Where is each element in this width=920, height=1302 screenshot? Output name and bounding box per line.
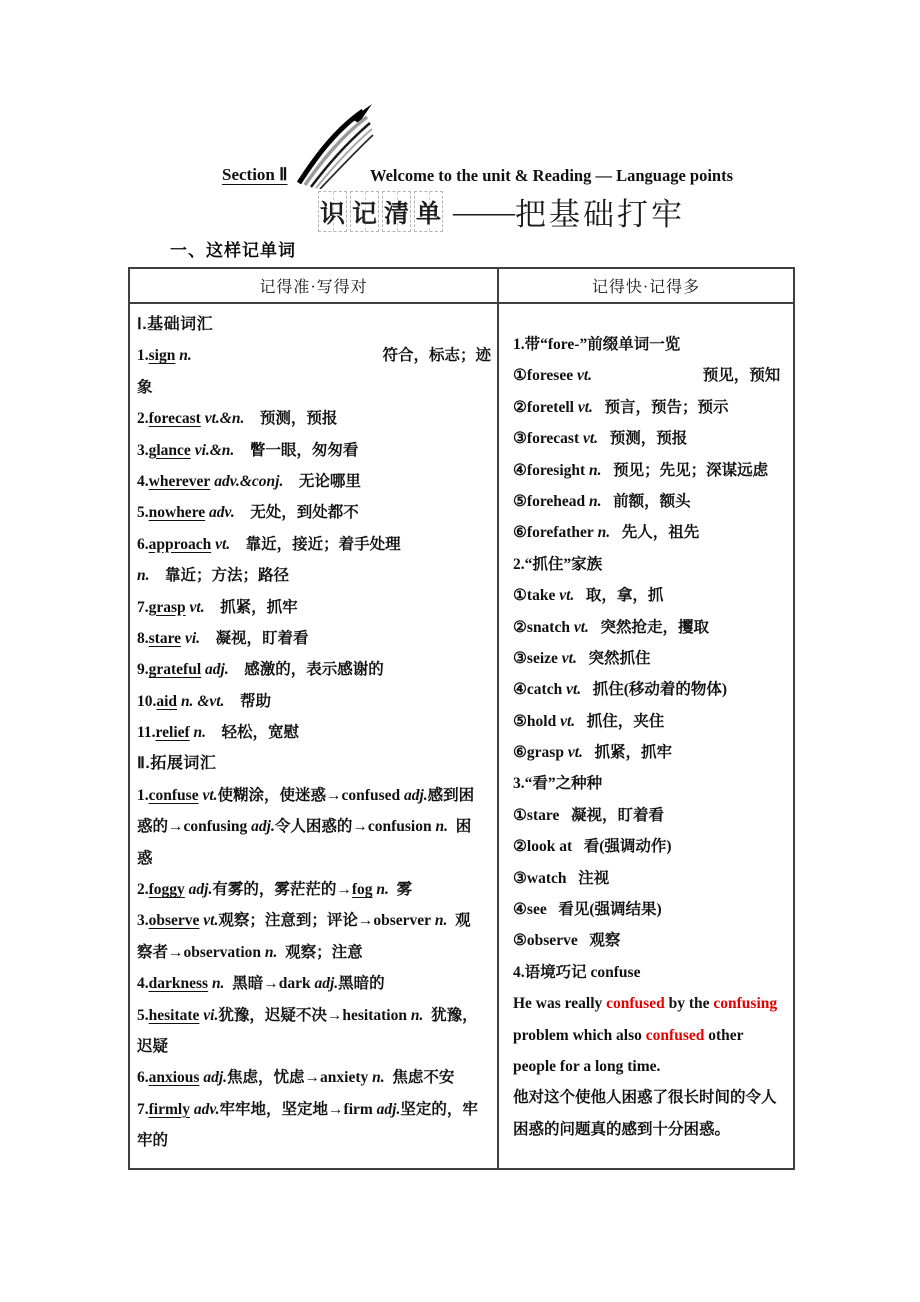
vocab-line — [513, 768, 788, 799]
text-segment: 凝视，盯着看 — [559, 806, 664, 824]
text-segment: firmly — [148, 1100, 190, 1118]
text-segment: 靠近；方法；路径 — [149, 567, 290, 585]
text-segment: adj. — [376, 1100, 401, 1118]
text-segment: darkness — [148, 975, 209, 993]
text-segment: 犹豫， — [423, 1006, 478, 1024]
text-segment: &vt. — [197, 692, 225, 710]
text-segment: → — [263, 975, 279, 993]
vocab-line — [513, 549, 788, 580]
text-segment: 牢牢地，坚定地 — [219, 1100, 329, 1118]
text-segment: 有雾的，雾茫茫的 — [212, 881, 337, 899]
text-segment: 4. — [513, 963, 525, 981]
text-segment: 帮助 — [224, 692, 271, 710]
text-segment: 凝视，盯着看 — [200, 629, 309, 647]
text-segment: 轻松，宽慰 — [206, 724, 300, 742]
vocab-line — [513, 455, 788, 486]
text-segment: ⑤ — [513, 932, 527, 950]
text-segment: other — [704, 1026, 744, 1044]
text-segment: ③ — [513, 869, 527, 887]
vocab-line — [137, 529, 491, 560]
text-segment: glance — [148, 441, 191, 459]
text-segment: 惑的 — [137, 818, 169, 836]
vocab-line — [513, 831, 788, 862]
banner-char: 记 — [351, 200, 377, 228]
vocab-line — [137, 1031, 491, 1062]
vocab-line — [137, 843, 491, 874]
text-segment: foggy — [148, 881, 185, 899]
text-segment: confused — [645, 1026, 705, 1044]
text-segment: ① — [513, 367, 527, 385]
text-segment: ④ — [513, 461, 527, 479]
vocab-line — [513, 863, 788, 894]
vocab-line — [137, 623, 491, 654]
text-segment — [780, 360, 788, 391]
text-segment: Ⅱ.拓展词汇 — [137, 755, 217, 773]
text-segment: 2. — [137, 410, 149, 428]
text-segment: 3. — [513, 775, 525, 793]
text-segment: → — [352, 818, 368, 836]
text-segment: 2. — [513, 555, 525, 573]
vocab-line — [513, 329, 788, 360]
text-segment: adj. — [203, 1069, 228, 1087]
text-segment: vt. — [567, 744, 583, 762]
text-segment: sign — [148, 347, 176, 365]
text-segment: 困 — [447, 818, 472, 836]
text-segment: watch — [526, 869, 567, 887]
text-segment: 观察 — [577, 932, 621, 950]
text-segment: vt. — [561, 649, 577, 667]
text-segment: observe — [148, 912, 200, 930]
text-segment: ③ — [513, 649, 527, 667]
text-segment: 坚定的，牢 — [400, 1100, 478, 1118]
vocab-line — [137, 1125, 491, 1156]
vocab-line — [137, 403, 491, 434]
vocab-line — [513, 957, 788, 988]
vocab-line — [137, 1000, 491, 1031]
text-segment: ⑤ — [513, 492, 527, 510]
text-segment: anxious — [148, 1069, 200, 1087]
banner-dash: —— — [453, 193, 515, 229]
vocab-line — [513, 1051, 788, 1082]
text-segment: confused — [606, 995, 665, 1013]
banner-boxed-char — [414, 191, 443, 232]
text-segment: vt. — [577, 398, 593, 416]
text-segment: fog — [351, 881, 373, 899]
text-segment: observation — [183, 943, 262, 961]
text-segment: 焦虑不安 — [384, 1069, 455, 1087]
text-segment: vt. — [215, 535, 231, 553]
text-segment: ② — [513, 398, 527, 416]
vocab-line — [513, 423, 788, 454]
text-segment: ② — [513, 618, 527, 636]
text-segment: 先人，祖先 — [610, 524, 700, 542]
text-segment: 靠近，接近；着手处理 — [230, 535, 401, 553]
text-segment: 9. — [137, 661, 149, 679]
text-segment: stare — [526, 806, 560, 824]
vocab-line — [137, 1062, 491, 1093]
text-segment: 困惑的问题真的感到十分困惑。 — [513, 1120, 731, 1138]
text-segment: n. — [597, 524, 611, 542]
text-segment: dark — [278, 975, 311, 993]
text-segment: confused — [341, 786, 401, 804]
text-segment: adv. — [193, 1100, 220, 1118]
vocab-line — [137, 466, 491, 497]
text-segment: 语境巧记 — [524, 963, 587, 981]
text-segment: wherever — [148, 472, 211, 490]
text-segment: adj. — [205, 661, 229, 679]
vocab-line — [513, 894, 788, 925]
text-segment: catch — [526, 681, 563, 699]
text-segment: grasp — [526, 744, 564, 762]
text-segment: approach — [148, 535, 212, 553]
vocab-line — [513, 1114, 788, 1145]
text-segment: 注视 — [566, 869, 610, 887]
text-segment: n. — [372, 1069, 385, 1087]
text-segment: 焦虑，忧虑 — [227, 1069, 305, 1087]
text-segment: see — [526, 901, 547, 919]
text-segment: forefather — [526, 524, 594, 542]
right-column-cell — [497, 304, 793, 1170]
vocab-line — [137, 717, 491, 748]
text-segment: vt. — [559, 587, 575, 605]
text-segment: 抓住，夹住 — [575, 712, 665, 730]
banner-subtitle-text: 把基础打牢 — [515, 197, 685, 232]
vocab-line — [137, 372, 491, 403]
text-segment: 感到困 — [427, 786, 475, 804]
text-segment: firm — [343, 1100, 373, 1118]
text-segment: 象 — [137, 378, 153, 396]
text-segment: ② — [513, 838, 527, 856]
text-segment: anxiety — [320, 1069, 369, 1087]
text-segment: “看”之种种 — [524, 775, 603, 793]
text-segment: 6. — [137, 535, 149, 553]
vocab-line — [513, 1020, 788, 1051]
text-segment: ”前缀单词一览 — [579, 336, 681, 353]
text-segment: take — [526, 587, 556, 605]
text-segment: adv. — [209, 504, 235, 522]
text-segment: n. — [376, 881, 389, 899]
vocab-line — [513, 612, 788, 643]
text-segment: 6. — [137, 1069, 149, 1087]
text-segment: stare — [148, 629, 182, 647]
text-segment: observer — [373, 912, 432, 930]
vocab-line — [137, 780, 491, 811]
text-segment: 预见，预知 — [702, 367, 781, 385]
text-segment: 雾 — [388, 881, 413, 899]
text-segment: 7. — [137, 598, 149, 616]
vocab-line — [513, 800, 788, 831]
text-segment: “抓住”家族 — [524, 555, 603, 573]
text-segment: vt. — [203, 912, 219, 930]
text-segment: 预见；先见；深谋远虑 — [601, 461, 769, 479]
text-segment: 7. — [137, 1100, 149, 1118]
text-segment: 抓紧，抓牢 — [582, 744, 673, 762]
text-segment: confusing — [713, 995, 778, 1013]
text-segment: 使糊涂，使迷惑 — [217, 786, 327, 804]
text-segment: → — [336, 881, 352, 899]
text-segment: observe — [526, 932, 578, 950]
text-segment: 迟疑 — [137, 1037, 169, 1055]
text-segment: He was really — [513, 995, 607, 1013]
vocab-line — [513, 988, 788, 1019]
text-segment: confuse — [586, 963, 641, 981]
text-segment: 1. — [137, 347, 149, 365]
text-segment: relief — [155, 724, 190, 742]
vocab-line — [513, 360, 788, 391]
text-segment: 瞥一眼，匆匆看 — [234, 441, 359, 459]
vocab-line — [513, 737, 788, 768]
vocab-line — [137, 748, 491, 779]
vocab-line — [137, 340, 491, 371]
lesson-subtitle: Welcome to the unit & Reading — Language points — [370, 166, 734, 185]
column-header-right: 记得快·记得多 — [497, 269, 793, 302]
text-segment: → — [326, 786, 342, 804]
text-segment: n. — [589, 461, 602, 479]
text-segment: foresee — [526, 367, 574, 385]
text-segment: vt. — [189, 598, 205, 616]
text-segment: → — [168, 943, 184, 961]
text-segment: 3. — [137, 441, 149, 459]
vocab-line — [513, 580, 788, 611]
text-segment: n. — [179, 347, 192, 365]
text-segment: vt. — [560, 712, 576, 730]
text-segment: vt. — [583, 430, 599, 448]
text-segment: vt. — [566, 681, 582, 699]
text-segment: 预测，预报 — [244, 410, 338, 428]
text-segment: 感激的，表示感谢的 — [228, 661, 384, 679]
text-segment: n. — [180, 692, 194, 710]
vocab-line — [137, 968, 491, 999]
text-segment: forecast — [148, 410, 201, 428]
text-segment: vt. — [202, 786, 218, 804]
section-label: Section Ⅱ — [222, 165, 288, 184]
vocab-line — [137, 560, 491, 591]
text-segment: adj. — [403, 786, 428, 804]
text-segment: ④ — [513, 901, 527, 919]
text-segment: 他对这个使他人困惑了很长时间的令人 — [513, 1089, 777, 1107]
text-segment: grasp — [148, 598, 186, 616]
text-segment: problem which also — [513, 1026, 646, 1044]
text-segment: 令人困惑的 — [274, 818, 353, 836]
text-segment: 突然抓住 — [576, 649, 651, 667]
text-segment: vi. — [184, 629, 200, 647]
text-segment: 1. — [513, 336, 525, 353]
table-header-row — [130, 269, 793, 304]
text-segment: adj. — [314, 975, 339, 993]
text-segment: look at — [526, 838, 573, 856]
text-segment: n. — [211, 975, 225, 993]
text-segment: n. — [589, 492, 602, 510]
banner-title — [318, 189, 685, 234]
vocab-line — [137, 309, 491, 340]
vocab-line — [513, 674, 788, 705]
text-segment: 看见(强调结果) — [546, 901, 662, 919]
column-header-left: 记得准·写得对 — [259, 279, 368, 296]
text-segment: 预测，预报 — [598, 430, 688, 448]
text-segment: ⑤ — [513, 712, 527, 730]
text-segment: vi. — [203, 1006, 219, 1024]
text-segment: ① — [513, 806, 527, 824]
vocab-line — [137, 937, 491, 968]
text-segment: → — [328, 1100, 344, 1118]
vocab-line — [137, 497, 491, 528]
banner-char: 单 — [415, 200, 441, 228]
text-segment: seize — [526, 649, 558, 667]
text-segment: 牢的 — [137, 1132, 169, 1150]
text-segment: vt.&n. — [204, 410, 245, 428]
text-segment: 惑 — [137, 849, 153, 867]
text-segment: 突然抢走，攫取 — [588, 618, 710, 636]
banner-char: 识 — [319, 200, 345, 228]
text-segment: confuse — [148, 786, 199, 804]
text-segment: 预言，预告；预示 — [592, 398, 729, 416]
text-segment: fore- — [547, 336, 580, 353]
text-segment: n. — [193, 724, 207, 742]
text-segment: confusion — [367, 818, 432, 836]
text-segment: ① — [513, 587, 527, 605]
text-segment: → — [357, 912, 374, 930]
text-segment: vt. — [576, 367, 593, 385]
vocab-line — [137, 905, 491, 936]
banner-boxed-char — [318, 191, 347, 232]
text-segment: 抓紧，抓牢 — [204, 598, 298, 616]
text-segment: 2. — [137, 881, 149, 899]
text-segment: 取，拿，抓 — [574, 587, 664, 605]
text-segment: forecast — [526, 430, 580, 448]
vocab-table — [128, 267, 795, 1170]
banner-boxed-char — [350, 191, 379, 232]
vocab-line — [137, 874, 491, 905]
vocab-line — [513, 486, 788, 517]
text-segment: people for a long time. — [513, 1057, 661, 1075]
text-segment: hesitation — [342, 1006, 407, 1024]
text-segment: 无处，到处都不 — [234, 504, 359, 522]
text-segment: adj. — [188, 881, 213, 899]
text-segment: 前额，额头 — [601, 492, 691, 510]
text-segment: n. — [435, 818, 448, 836]
banner-char: 清 — [383, 200, 409, 228]
vocab-line — [513, 1082, 788, 1113]
text-segment: ④ — [513, 681, 527, 699]
text-segment: 抓住(移动着的物体) — [581, 681, 728, 699]
text-segment: n. — [434, 912, 448, 930]
vocab-line — [137, 654, 491, 685]
text-segment: ⑥ — [513, 524, 527, 542]
text-segment: 3. — [137, 912, 149, 930]
text-segment: 4. — [137, 472, 149, 490]
text-segment: 无论哪里 — [283, 472, 361, 490]
text-segment: hold — [526, 712, 557, 730]
section-one-heading: 一、这样记单词 — [170, 241, 296, 260]
text-segment: 黑暗的 — [338, 975, 385, 993]
table-body — [130, 304, 793, 1170]
vocab-line — [137, 435, 491, 466]
text-segment: confusing — [183, 818, 248, 836]
text-segment: nowhere — [148, 504, 206, 522]
vocab-line — [137, 811, 491, 842]
text-segment: forehead — [526, 492, 586, 510]
text-segment: vi.&n. — [194, 441, 235, 459]
text-segment: 观察；注意 — [277, 943, 363, 961]
text-segment: ③ — [513, 430, 527, 448]
text-segment: 11. — [137, 724, 156, 742]
text-segment: aid — [156, 692, 178, 710]
left-column-cell — [130, 304, 497, 1170]
text-segment: 观 — [447, 912, 471, 930]
banner-boxed-char — [382, 191, 411, 232]
text-segment: foretell — [526, 398, 574, 416]
text-segment: 看(强调动作) — [572, 838, 672, 856]
text-segment: Ⅰ.基础词汇 — [137, 316, 214, 333]
text-segment: → — [304, 1069, 321, 1087]
vocab-line — [513, 925, 788, 956]
text-segment: adv.&conj. — [214, 472, 284, 490]
vocab-line — [513, 643, 788, 674]
text-segment: grateful — [148, 661, 202, 679]
text-segment: n. — [137, 567, 150, 585]
text-segment: hesitate — [148, 1006, 200, 1024]
vocab-line — [513, 392, 788, 423]
text-segment: vt. — [573, 618, 589, 636]
text-segment: → — [168, 818, 184, 836]
vocab-line — [513, 517, 788, 548]
vocab-line — [137, 1094, 491, 1125]
text-segment: 5. — [137, 1006, 149, 1024]
text-segment: 黑暗 — [224, 975, 264, 993]
text-segment: adj. — [251, 818, 275, 836]
vocab-line — [137, 686, 491, 717]
text-segment: foresight — [526, 461, 586, 479]
text-segment: → — [326, 1006, 343, 1024]
text-segment: 10. — [137, 692, 157, 710]
text-segment: 5. — [137, 504, 149, 522]
text-segment: by the — [664, 995, 714, 1013]
text-segment: n. — [410, 1006, 424, 1024]
text-segment: 带“ — [524, 336, 548, 353]
text-segment: 察者 — [137, 943, 169, 961]
vocab-line — [513, 706, 788, 737]
text-segment: ⑥ — [513, 744, 527, 762]
text-segment: 8. — [137, 629, 149, 647]
text-segment: 4. — [137, 975, 149, 993]
text-segment: 犹豫，迟疑不决 — [218, 1006, 327, 1024]
text-segment: n. — [264, 943, 278, 961]
swoosh-decoration-icon — [293, 103, 375, 189]
text-segment: 1. — [137, 786, 149, 804]
vocab-line — [137, 592, 491, 623]
text-segment: snatch — [526, 618, 570, 636]
text-segment: 符合，标志；迹 — [382, 347, 491, 365]
text-segment: 观察；注意到；评论 — [218, 912, 358, 930]
